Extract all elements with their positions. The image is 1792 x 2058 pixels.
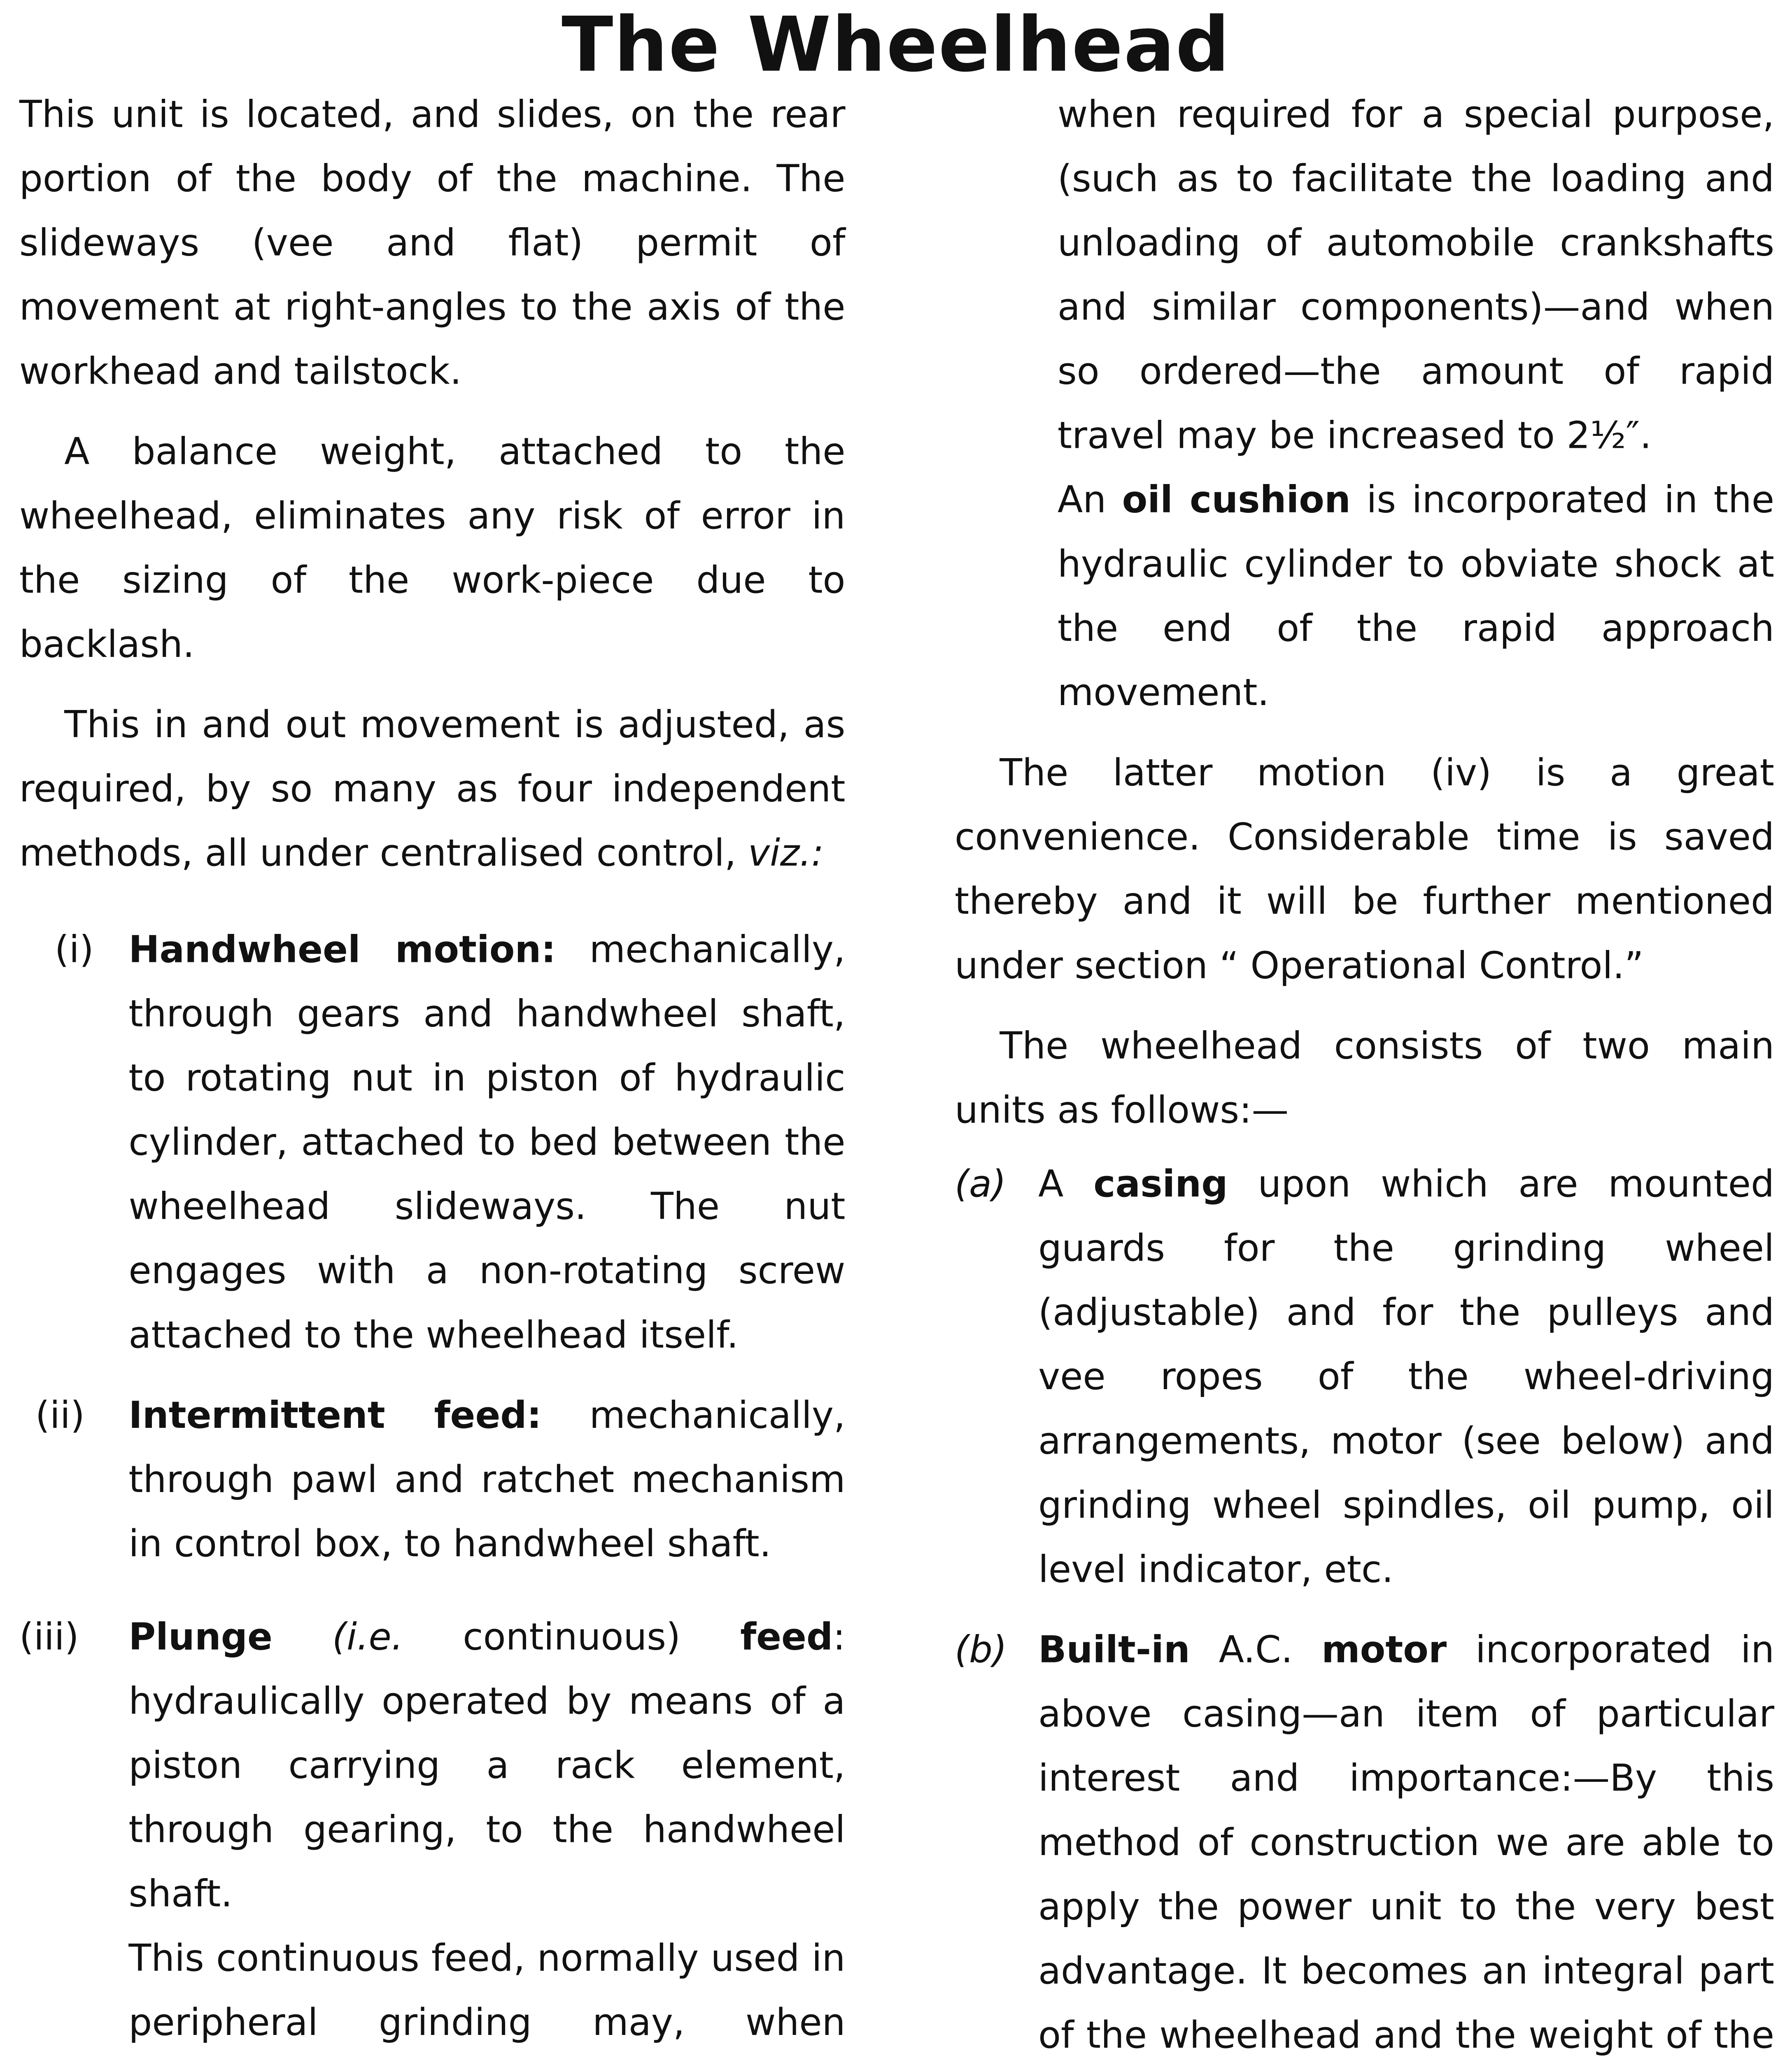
- item-number: (iii): [19, 1617, 79, 1659]
- item-heading-2: feed: [740, 1617, 833, 1659]
- rapid-continuation-paragraph: when required for a special purpose, (such as to facilitate the loading and unloading of automobile crankshafts and similar components)—and when so ordered—the amount of rapid travel may be increased to 2½″.: [1057, 95, 1775, 458]
- item-text: upon which are mounted guards for the grinding wheel (adjustable) and for the pulleys and vee ropes of the wheel-driving arrangements, motor (see below) and grinding wheel spindles, oil pump, oil level indicator, etc.: [1038, 1164, 1775, 1592]
- latter-motion-paragraph: The latter motion (iv) is a great convenience. Considerable time is saved thereby and it will be further mentioned under section “ Operational Control.”: [954, 753, 1775, 988]
- sub-text-1: This continuous feed, normally used in peripheral grinding may, when: [128, 1938, 846, 2045]
- item-text: incorporated in above casing—an item of particular interest and importance:—By this method of construction we are able to apply the power unit to the very best advantage. It becomes an integral part of the wheelhead and the weight of the: [1038, 1630, 1775, 2058]
- viz-text: viz.:: [748, 833, 824, 875]
- item-pre-text: A: [1038, 1164, 1094, 1206]
- item-heading: casing: [1093, 1164, 1228, 1206]
- page-title: The Wheelhead: [562, 1, 1230, 90]
- item-heading: Plunge: [128, 1617, 273, 1659]
- item-text-mid: A.C.: [1190, 1630, 1322, 1672]
- left-column: [19, 84, 846, 2058]
- ie-text: (i.e.: [332, 1617, 403, 1659]
- item-number: (i): [54, 930, 94, 972]
- item-text: mechanically, through pawl and ratchet mechanism in control box, to handwheel shaft.: [128, 1395, 846, 1566]
- list-item-b: [955, 1619, 1774, 2058]
- list-item-ii: [19, 1385, 846, 1577]
- item-text: mechanically, through gears and handwheel shaft, to rotating nut in piston of hydraulic cylinder, attached to bed between the wheelhead slideways. The nut engages with a non-rotating screw attached to the wheelhead itself.: [128, 930, 846, 1357]
- oil-pre-text: An: [1057, 480, 1122, 522]
- intro-paragraph: This unit is located, and slides, on the rear portion of the body of the machine. The slideways (vee and flat) permit of movement at right-angles to the axis of the workhead and tailstock.: [19, 95, 846, 393]
- item-heading: Handwheel motion:: [128, 930, 556, 972]
- oil-cushion-paragraph: [955, 469, 1774, 726]
- continuous-feed-paragraph: [128, 1927, 845, 2058]
- item-heading: Intermittent feed:: [128, 1395, 542, 1438]
- item-heading-2: motor: [1321, 1630, 1447, 1672]
- item-text-mid: continuous): [403, 1617, 741, 1659]
- oil-post-text: is incorporated in the hydraulic cylinder to obviate shock at the end of the rapid approach movement.: [1057, 480, 1775, 715]
- list-item-iii: [19, 1606, 846, 2058]
- item-letter: (a): [954, 1164, 1007, 1206]
- oil-cushion-text: oil cushion: [1122, 480, 1351, 522]
- movement-text: This in and out movement is adjusted, as required, by so many as four independent methods, all under centralised control,: [19, 705, 846, 875]
- balance-weight-paragraph: A balance weight, attached to the wheelhead, eliminates any risk of error in the sizing of the work-piece due to backlash.: [19, 432, 846, 667]
- item-letter: (b): [954, 1630, 1007, 1672]
- list-item-i: [19, 919, 846, 1369]
- list-item-a: [955, 1153, 1774, 1603]
- item-heading: Built-in: [1038, 1630, 1190, 1672]
- main-units-paragraph: The wheelhead consists of two main units as follows:—: [954, 1026, 1775, 1132]
- item-text: : hydraulically operated by means of a piston carrying a rack element, through gearing, to the handwheel shaft.: [128, 1617, 846, 1916]
- item-number: (ii): [35, 1395, 85, 1438]
- movement-paragraph: [19, 694, 846, 887]
- right-column: [955, 84, 1774, 2058]
